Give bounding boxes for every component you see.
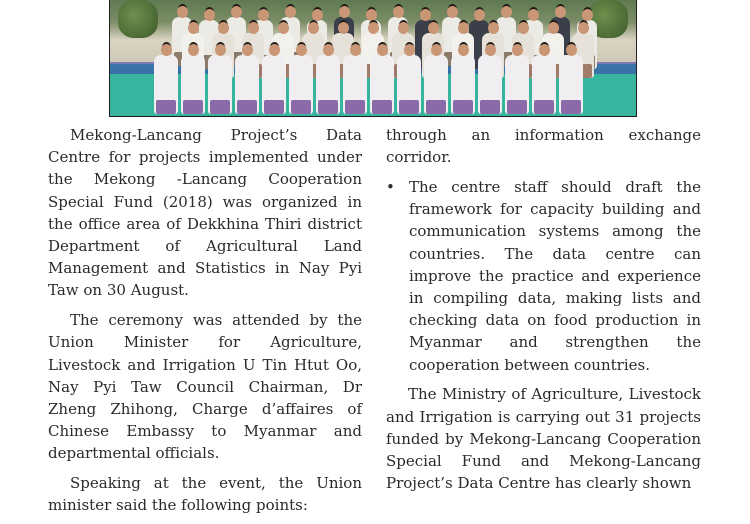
article-right-column [386, 124, 701, 502]
photo-person [451, 44, 475, 114]
article-left-column [48, 124, 362, 524]
article-paragraph-attendees: The ceremony was attended by the Union Minister for Agriculture, Livestock and Irrigation U Tin Htut Oo, Nay Pyi Taw Council Chairman, Dr Zheng Zhihong, Charge d’affaires of Chinese Embassy to Myanmar and departmental officials. [48, 311, 362, 463]
photo-person [478, 44, 502, 114]
photo-person [505, 44, 529, 114]
photo-person [154, 44, 178, 114]
bullet-text: The centre staff should draft the framework for capacity building and communication systems among the countries. The data centre can improve the practice and experience in compiling data, making lists and checking data on food production in Myanmar and strengthen the cooperation between countries. [409, 178, 701, 374]
photo-person [316, 44, 340, 114]
photo-person [424, 44, 448, 114]
group-photo [109, 0, 637, 117]
article-paragraph-ministry: The Ministry of Agriculture, Livestock and Irrigation is carrying out 31 projects funded by Mekong-Lancang Cooperation Special Fund and Mekong-Lancang Project’s Data Centre has clearly shown [386, 385, 701, 493]
photo-person [181, 44, 205, 114]
photo-person [235, 44, 259, 114]
photo-person [289, 44, 313, 114]
article-paragraph-speech: Speaking at the event, the Union minister said the following points: [48, 474, 362, 515]
photo-person [532, 44, 556, 114]
article-bullet-item [386, 176, 701, 376]
photo-plant-left [118, 0, 158, 38]
article-paragraph-intro: Mekong-Lancang Project’s Data Centre for projects implemented under the Mekong -Lancang Cooperation Special Fund (2018) was organized in the office area of Dekkhina Thiri district Department of Agricultural Land Management and Statistics in Nay Pyi Taw on 30 August. [48, 126, 362, 300]
photo-person [397, 44, 421, 114]
photo-person [262, 44, 286, 114]
photo-person [343, 44, 367, 114]
photo-person [559, 44, 583, 114]
photo-person [208, 44, 232, 114]
bullet-marker: • [386, 178, 395, 196]
photo-person [370, 44, 394, 114]
article-continuation: through an information exchange corridor. [386, 126, 701, 167]
